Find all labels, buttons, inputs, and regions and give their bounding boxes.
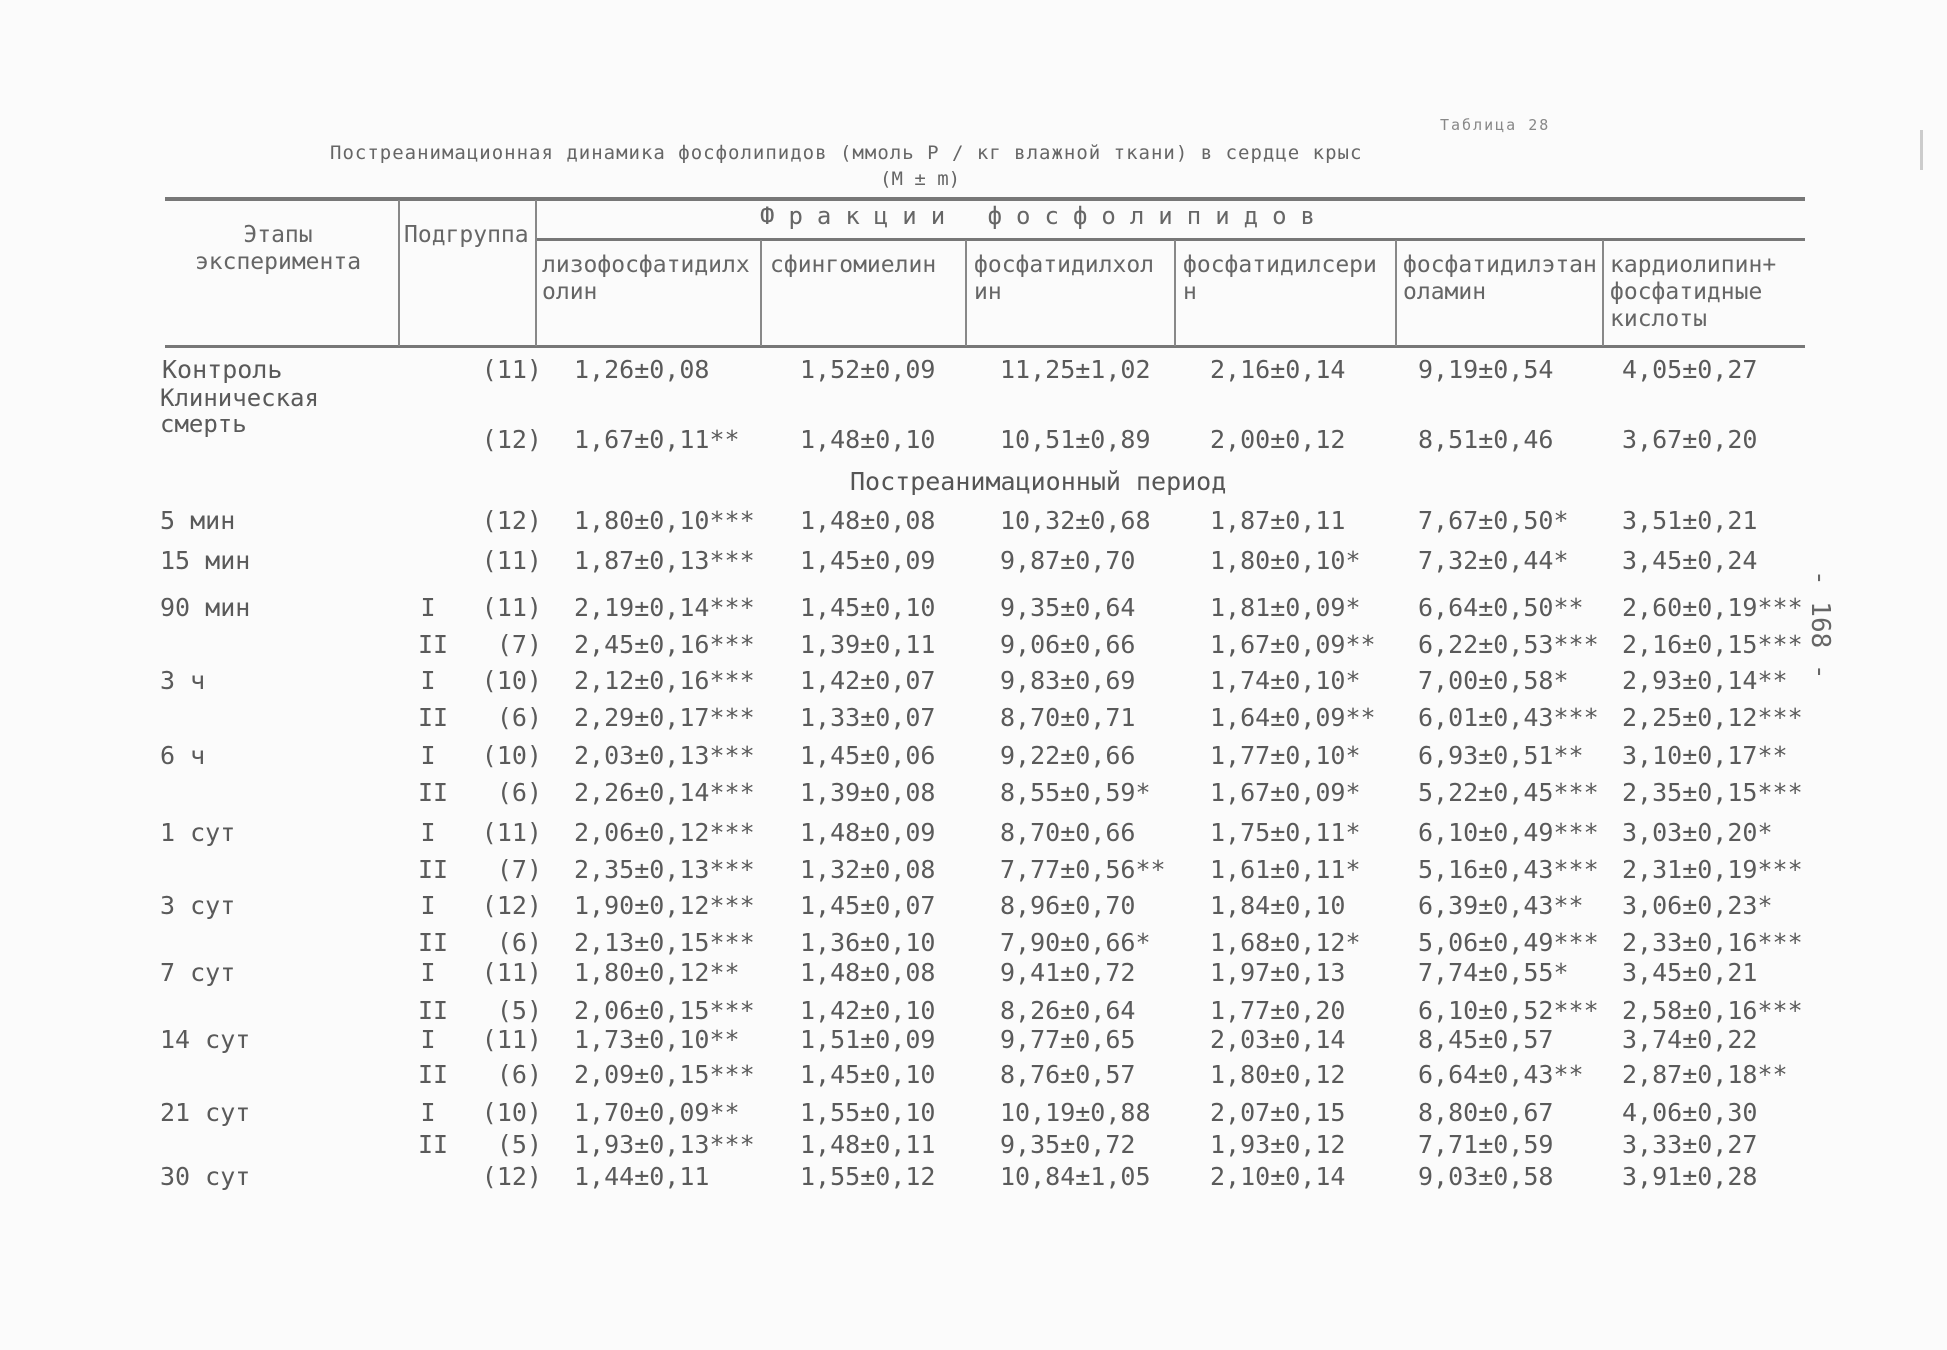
row-subgroup: II bbox=[418, 1130, 449, 1159]
row-value-2: 1,42±0,07 bbox=[800, 666, 936, 695]
row-value-5: 6,01±0,43*** bbox=[1418, 703, 1599, 732]
row-value-4: 1,77±0,20 bbox=[1210, 996, 1346, 1025]
row-value-2: 1,45±0,10 bbox=[800, 1060, 936, 1089]
row-count: (5) bbox=[496, 1130, 542, 1159]
row-value-1: 1,26±0,08 bbox=[574, 355, 710, 384]
row-value-6: 2,93±0,14** bbox=[1622, 666, 1788, 695]
row-value-3: 8,70±0,71 bbox=[1000, 703, 1136, 732]
row-count: (6) bbox=[496, 928, 542, 957]
row-value-2: 1,33±0,07 bbox=[800, 703, 936, 732]
row-stage: 3 сут bbox=[160, 891, 236, 920]
row-subgroup: II bbox=[418, 703, 449, 732]
row-count: (6) bbox=[496, 1060, 542, 1089]
row-stage: 15 мин bbox=[160, 546, 251, 575]
row-value-4: 1,80±0,12 bbox=[1210, 1060, 1346, 1089]
row-value-6: 3,45±0,24 bbox=[1622, 546, 1758, 575]
row-value-1: 1,87±0,13*** bbox=[574, 546, 755, 575]
row-value-4: 1,64±0,09** bbox=[1210, 703, 1376, 732]
row-value-1: 1,80±0,12** bbox=[574, 958, 740, 987]
header-fraction-1: лизофосфатидилхолин bbox=[542, 252, 750, 305]
row-value-1: 2,06±0,15*** bbox=[574, 996, 755, 1025]
header-fractions: Фракции фосфолипидов bbox=[760, 202, 1329, 230]
row-value-6: 3,51±0,21 bbox=[1622, 506, 1758, 535]
table-title: Постреанимационная динамика фосфолипидов (ммоль P / кг влажной ткани) в сердце крыс bbox=[330, 142, 1363, 164]
row-value-2: 1,32±0,08 bbox=[800, 855, 936, 884]
row-value-1: 2,19±0,14*** bbox=[574, 593, 755, 622]
row-value-4: 1,87±0,11 bbox=[1210, 506, 1346, 535]
row-value-3: 9,87±0,70 bbox=[1000, 546, 1136, 575]
row-value-2: 1,45±0,09 bbox=[800, 546, 936, 575]
row-value-1: 2,35±0,13*** bbox=[574, 855, 755, 884]
row-value-4: 2,16±0,14 bbox=[1210, 355, 1346, 384]
row-count: (6) bbox=[496, 778, 542, 807]
fractions-rule bbox=[535, 238, 1805, 241]
row-value-5: 7,74±0,55* bbox=[1418, 958, 1569, 987]
table-top-rule bbox=[165, 197, 1805, 201]
col-divider-3 bbox=[760, 240, 762, 346]
row-value-2: 1,36±0,10 bbox=[800, 928, 936, 957]
row-value-2: 1,39±0,08 bbox=[800, 778, 936, 807]
row-value-1: 1,80±0,10*** bbox=[574, 506, 755, 535]
row-count: (11) bbox=[481, 546, 542, 575]
row-value-6: 3,67±0,20 bbox=[1622, 425, 1758, 454]
row-stage: 21 сут bbox=[160, 1098, 251, 1127]
section-title: Постреанимационный период bbox=[850, 467, 1227, 496]
header-fraction-2: сфингомиелин bbox=[770, 252, 937, 278]
row-value-3: 7,90±0,66* bbox=[1000, 928, 1151, 957]
row-value-6: 3,03±0,20* bbox=[1622, 818, 1773, 847]
row-value-4: 1,75±0,11* bbox=[1210, 818, 1361, 847]
row-value-2: 1,51±0,09 bbox=[800, 1025, 936, 1054]
header-bottom-rule bbox=[165, 345, 1805, 348]
row-subgroup: II bbox=[418, 1060, 449, 1089]
row-value-1: 1,67±0,11** bbox=[574, 425, 740, 454]
row-value-3: 7,77±0,56** bbox=[1000, 855, 1166, 884]
row-value-3: 11,25±1,02 bbox=[1000, 355, 1151, 384]
row-count: (11) bbox=[481, 355, 542, 384]
row-value-6: 2,31±0,19*** bbox=[1622, 855, 1803, 884]
row-value-1: 1,93±0,13*** bbox=[574, 1130, 755, 1159]
row-value-3: 9,06±0,66 bbox=[1000, 630, 1136, 659]
row-stage: 30 сут bbox=[160, 1162, 251, 1191]
row-value-4: 1,61±0,11* bbox=[1210, 855, 1361, 884]
col-divider-6 bbox=[1395, 240, 1397, 346]
row-value-4: 1,67±0,09* bbox=[1210, 778, 1361, 807]
row-count: (12) bbox=[481, 506, 542, 535]
row-value-5: 5,22±0,45*** bbox=[1418, 778, 1599, 807]
row-count: (10) bbox=[481, 666, 542, 695]
row-value-5: 7,71±0,59 bbox=[1418, 1130, 1554, 1159]
row-value-3: 10,19±0,88 bbox=[1000, 1098, 1151, 1127]
row-value-1: 2,13±0,15*** bbox=[574, 928, 755, 957]
row-value-5: 9,19±0,54 bbox=[1418, 355, 1554, 384]
row-stage: 7 сут bbox=[160, 958, 236, 987]
header-stage-text: Этапы эксперимента bbox=[194, 222, 362, 275]
row-value-2: 1,52±0,09 bbox=[800, 355, 936, 384]
row-subgroup: I bbox=[420, 1025, 436, 1054]
row-value-2: 1,45±0,07 bbox=[800, 891, 936, 920]
row-value-4: 1,74±0,10* bbox=[1210, 666, 1361, 695]
row-stage: Клиническая смерть bbox=[160, 384, 319, 438]
row-value-6: 2,33±0,16*** bbox=[1622, 928, 1803, 957]
row-value-5: 7,32±0,44* bbox=[1418, 546, 1569, 575]
row-value-3: 10,84±1,05 bbox=[1000, 1162, 1151, 1191]
row-value-2: 1,55±0,12 bbox=[800, 1162, 936, 1191]
row-value-6: 3,06±0,23* bbox=[1622, 891, 1773, 920]
row-value-3: 8,26±0,64 bbox=[1000, 996, 1136, 1025]
row-value-4: 1,84±0,10 bbox=[1210, 891, 1346, 920]
row-value-2: 1,48±0,10 bbox=[800, 425, 936, 454]
row-subgroup: II bbox=[418, 630, 449, 659]
table-mean-label: (M ± m) bbox=[880, 168, 961, 190]
row-value-2: 1,39±0,11 bbox=[800, 630, 936, 659]
row-value-2: 1,48±0,11 bbox=[800, 1130, 936, 1159]
row-count: (12) bbox=[481, 425, 542, 454]
row-count: (7) bbox=[496, 630, 542, 659]
row-count: (11) bbox=[481, 1025, 542, 1054]
col-divider-7 bbox=[1602, 240, 1604, 346]
row-value-4: 1,93±0,12 bbox=[1210, 1130, 1346, 1159]
page-number: - 168 - bbox=[1805, 570, 1835, 680]
row-value-5: 6,64±0,43** bbox=[1418, 1060, 1584, 1089]
row-value-2: 1,45±0,06 bbox=[800, 741, 936, 770]
row-value-6: 3,45±0,21 bbox=[1622, 958, 1758, 987]
row-value-2: 1,48±0,08 bbox=[800, 958, 936, 987]
header-subgroup bbox=[404, 222, 532, 249]
row-count: (12) bbox=[481, 1162, 542, 1191]
row-value-4: 1,81±0,09* bbox=[1210, 593, 1361, 622]
row-value-5: 8,45±0,57 bbox=[1418, 1025, 1554, 1054]
row-value-6: 4,06±0,30 bbox=[1622, 1098, 1758, 1127]
row-value-5: 8,80±0,67 bbox=[1418, 1098, 1554, 1127]
row-value-2: 1,42±0,10 bbox=[800, 996, 936, 1025]
row-value-6: 2,16±0,15*** bbox=[1622, 630, 1803, 659]
row-value-5: 7,00±0,58* bbox=[1418, 666, 1569, 695]
row-value-6: 3,74±0,22 bbox=[1622, 1025, 1758, 1054]
row-value-6: 4,05±0,27 bbox=[1622, 355, 1758, 384]
row-subgroup: I bbox=[420, 666, 436, 695]
row-value-6: 2,25±0,12*** bbox=[1622, 703, 1803, 732]
row-count: (6) bbox=[496, 703, 542, 732]
row-value-6: 2,60±0,19*** bbox=[1622, 593, 1803, 622]
row-value-1: 1,44±0,11 bbox=[574, 1162, 710, 1191]
header-fraction-5: фосфатидилэтаноламин bbox=[1403, 252, 1597, 305]
row-count: (11) bbox=[481, 818, 542, 847]
row-value-6: 3,91±0,28 bbox=[1622, 1162, 1758, 1191]
row-value-3: 8,70±0,66 bbox=[1000, 818, 1136, 847]
row-value-1: 2,26±0,14*** bbox=[574, 778, 755, 807]
row-value-5: 5,16±0,43*** bbox=[1418, 855, 1599, 884]
row-count: (10) bbox=[481, 1098, 542, 1127]
row-stage: 14 сут bbox=[160, 1025, 251, 1054]
row-value-1: 2,12±0,16*** bbox=[574, 666, 755, 695]
row-value-3: 9,35±0,64 bbox=[1000, 593, 1136, 622]
header-fraction-4: фосфатидилсерин bbox=[1183, 252, 1377, 305]
row-stage: 3 ч bbox=[160, 666, 206, 695]
row-value-5: 8,51±0,46 bbox=[1418, 425, 1554, 454]
row-value-3: 9,41±0,72 bbox=[1000, 958, 1136, 987]
row-value-5: 6,93±0,51** bbox=[1418, 741, 1584, 770]
row-value-1: 2,06±0,12*** bbox=[574, 818, 755, 847]
row-subgroup: I bbox=[420, 891, 436, 920]
row-value-2: 1,48±0,09 bbox=[800, 818, 936, 847]
row-subgroup: II bbox=[418, 778, 449, 807]
header-fraction-3: фосфатидилхолин bbox=[974, 252, 1155, 305]
row-value-1: 1,90±0,12*** bbox=[574, 891, 755, 920]
row-count: (5) bbox=[496, 996, 542, 1025]
row-subgroup: I bbox=[420, 593, 436, 622]
header-stage bbox=[168, 222, 388, 276]
row-stage: 1 сут bbox=[160, 818, 236, 847]
row-value-5: 9,03±0,58 bbox=[1418, 1162, 1554, 1191]
table-label: Таблица 28 bbox=[1440, 116, 1551, 134]
row-value-4: 1,67±0,09** bbox=[1210, 630, 1376, 659]
row-count: (11) bbox=[481, 593, 542, 622]
row-value-3: 9,22±0,66 bbox=[1000, 741, 1136, 770]
row-value-6: 2,87±0,18** bbox=[1622, 1060, 1788, 1089]
row-subgroup: I bbox=[420, 958, 436, 987]
row-value-1: 1,70±0,09** bbox=[574, 1098, 740, 1127]
row-value-3: 10,32±0,68 bbox=[1000, 506, 1151, 535]
row-value-6: 2,58±0,16*** bbox=[1622, 996, 1803, 1025]
row-value-3: 10,51±0,89 bbox=[1000, 425, 1151, 454]
row-value-5: 6,10±0,52*** bbox=[1418, 996, 1599, 1025]
row-value-5: 5,06±0,49*** bbox=[1418, 928, 1599, 957]
row-stage: Контроль bbox=[162, 355, 283, 384]
row-subgroup: I bbox=[420, 741, 436, 770]
col-divider-5 bbox=[1174, 240, 1176, 346]
row-count: (12) bbox=[481, 891, 542, 920]
row-value-6: 3,33±0,27 bbox=[1622, 1130, 1758, 1159]
row-count: (11) bbox=[481, 958, 542, 987]
row-value-1: 2,03±0,13*** bbox=[574, 741, 755, 770]
row-value-1: 2,09±0,15*** bbox=[574, 1060, 755, 1089]
row-count: (7) bbox=[496, 855, 542, 884]
row-value-4: 2,03±0,14 bbox=[1210, 1025, 1346, 1054]
row-stage: 90 мин bbox=[160, 593, 251, 622]
row-subgroup: II bbox=[418, 855, 449, 884]
row-value-5: 7,67±0,50* bbox=[1418, 506, 1569, 535]
col-divider-4 bbox=[965, 240, 967, 346]
row-subgroup: I bbox=[420, 818, 436, 847]
scan-edge-mark bbox=[1920, 130, 1923, 170]
row-value-4: 2,10±0,14 bbox=[1210, 1162, 1346, 1191]
row-value-5: 6,39±0,43** bbox=[1418, 891, 1584, 920]
row-value-3: 9,35±0,72 bbox=[1000, 1130, 1136, 1159]
row-value-3: 9,77±0,65 bbox=[1000, 1025, 1136, 1054]
row-value-5: 6,64±0,50** bbox=[1418, 593, 1584, 622]
row-subgroup: II bbox=[418, 996, 449, 1025]
row-value-4: 1,97±0,13 bbox=[1210, 958, 1346, 987]
row-value-5: 6,22±0,53*** bbox=[1418, 630, 1599, 659]
row-count: (10) bbox=[481, 741, 542, 770]
row-value-4: 1,77±0,10* bbox=[1210, 741, 1361, 770]
header-fraction-6: кардиолипин+ фосфатидные кислоты bbox=[1610, 252, 1777, 332]
row-value-4: 1,80±0,10* bbox=[1210, 546, 1361, 575]
row-value-3: 9,83±0,69 bbox=[1000, 666, 1136, 695]
row-subgroup: I bbox=[420, 1098, 436, 1127]
row-value-4: 2,07±0,15 bbox=[1210, 1098, 1346, 1127]
row-value-2: 1,48±0,08 bbox=[800, 506, 936, 535]
row-value-2: 1,55±0,10 bbox=[800, 1098, 936, 1127]
row-value-1: 2,29±0,17*** bbox=[574, 703, 755, 732]
row-value-6: 3,10±0,17** bbox=[1622, 741, 1788, 770]
row-value-6: 2,35±0,15*** bbox=[1622, 778, 1803, 807]
row-subgroup: II bbox=[418, 928, 449, 957]
row-stage: 6 ч bbox=[160, 741, 206, 770]
row-value-1: 1,73±0,10** bbox=[574, 1025, 740, 1054]
row-value-3: 8,96±0,70 bbox=[1000, 891, 1136, 920]
row-value-5: 6,10±0,49*** bbox=[1418, 818, 1599, 847]
row-value-4: 1,68±0,12* bbox=[1210, 928, 1361, 957]
row-value-4: 2,00±0,12 bbox=[1210, 425, 1346, 454]
row-value-2: 1,45±0,10 bbox=[800, 593, 936, 622]
col-divider-2 bbox=[535, 200, 537, 346]
header-subgroup-text: Подгруппа bbox=[404, 222, 529, 248]
col-divider-1 bbox=[398, 200, 400, 346]
row-value-1: 2,45±0,16*** bbox=[574, 630, 755, 659]
row-stage: 5 мин bbox=[160, 506, 236, 535]
row-value-3: 8,55±0,59* bbox=[1000, 778, 1151, 807]
row-value-3: 8,76±0,57 bbox=[1000, 1060, 1136, 1089]
